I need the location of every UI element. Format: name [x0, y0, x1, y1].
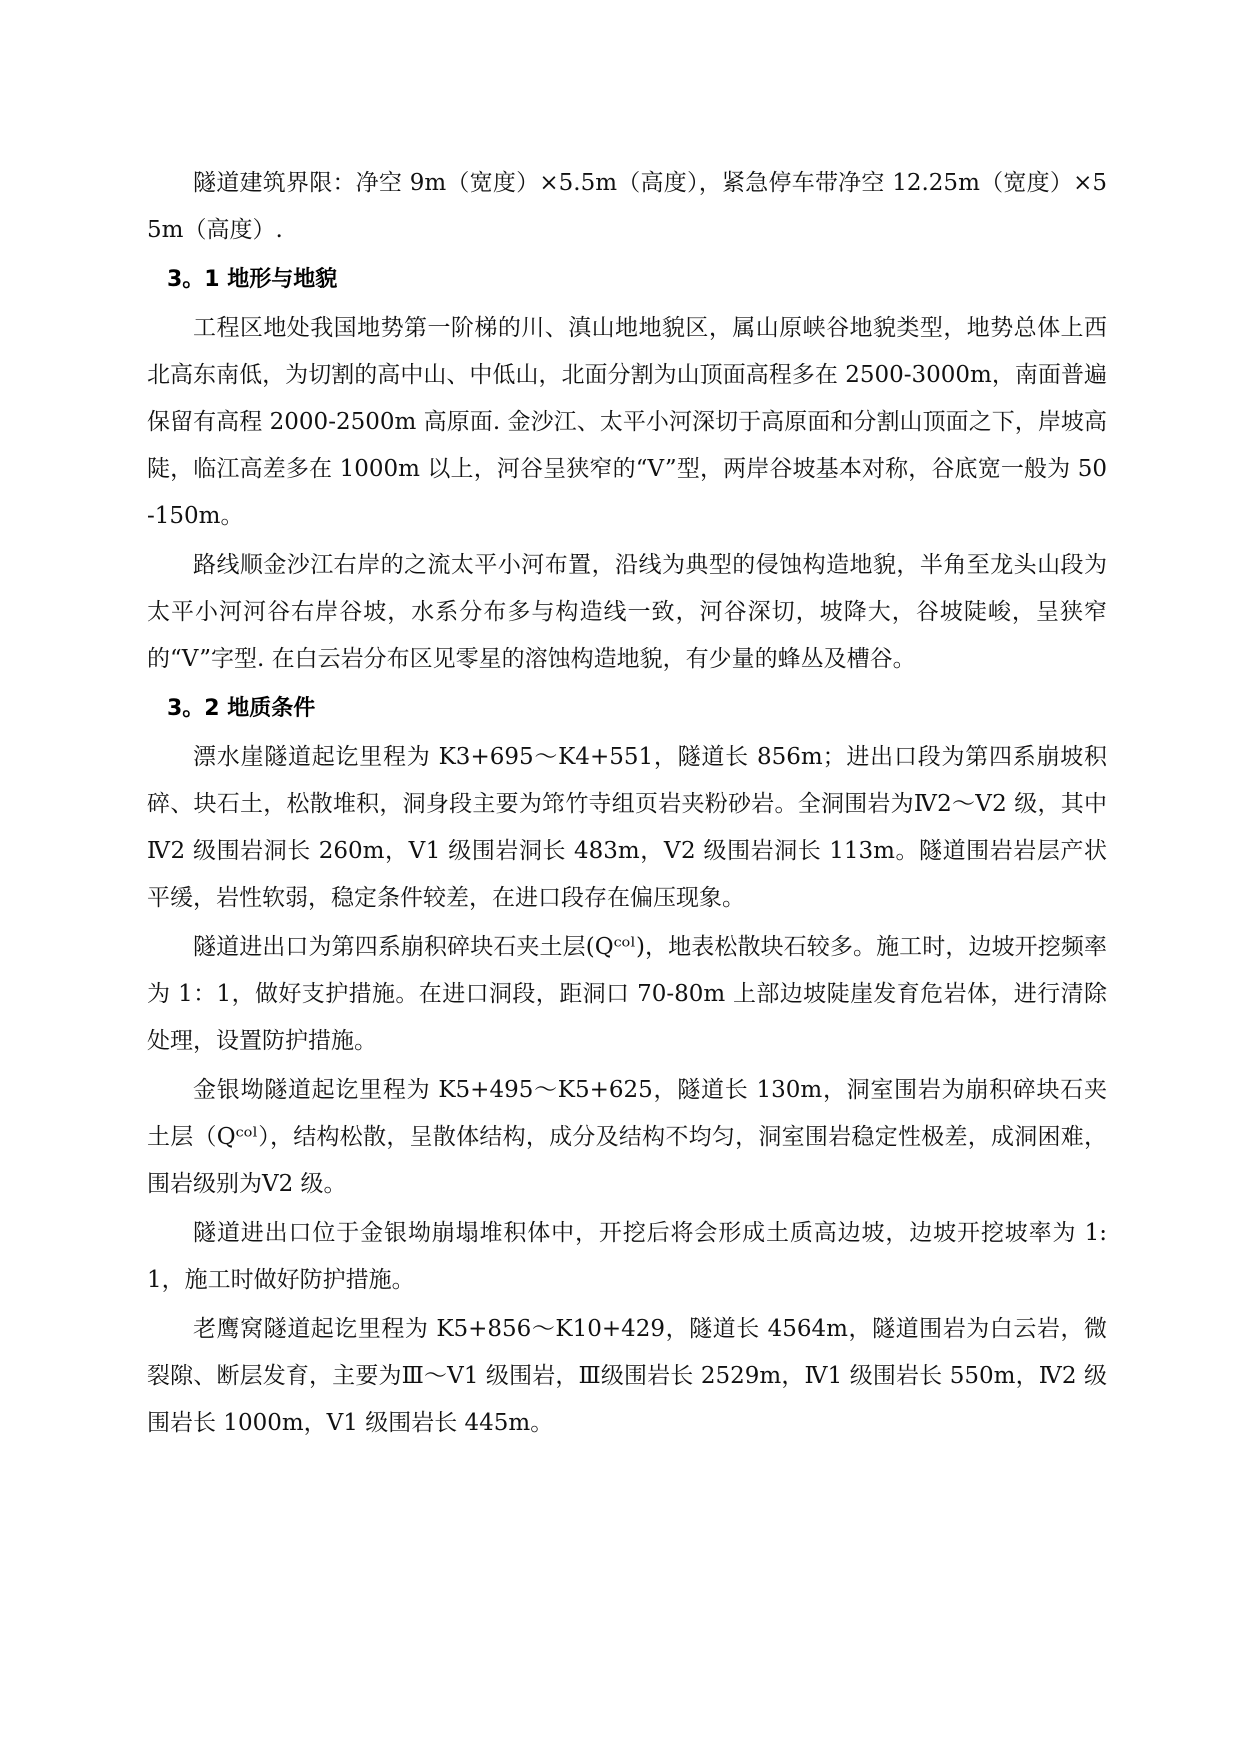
- paragraph-piaoshuiya-portal: 隧道进出口为第四系崩积碎块石夹土层(Qᶜᵒˡ)，地表松散块石较多。施工时，边坡开挖频率为 1：1，做好支护措施。在进口洞段，距洞口 70-80m 上部边坡陡崖发育危岩体，进行清除处理，设置防护措施。: [147, 934, 1107, 1054]
- paragraph-route-landform: 路线顺金沙江右岸的之流太平小河布置，沿线为典型的侵蚀构造地貌，半角至龙头山段为太平小河河谷右岸谷坡，水系分布多与构造线一致，河谷深切，坡降大，谷坡陡峻，呈狭窄的“V”字型. 在白云岩分布区见零星的溶蚀构造地貌，有少量的蜂丛及槽谷。: [147, 552, 1107, 672]
- section-heading-geology: 3。2 地质条件: [167, 696, 316, 721]
- document-body: [147, 160, 1107, 1449]
- paragraph-piaoshuiya-tunnel: 漂水崖隧道起讫里程为 K3+695～K4+551，隧道长 856m；进出口段为第四系崩坡积碎、块石土，松散堆积，洞身段主要为筇竹寺组页岩夹粉砂岩。全洞围岩为Ⅳ2～Ⅴ2 级，其中Ⅳ2 级围岩洞长 260m，Ⅴ1 级围岩洞长 483m，Ⅴ2 级围岩洞长 113m。隧道围岩岩层产状平缓，岩性软弱，稳定条件较差，在进口段存在偏压现象。: [147, 744, 1107, 911]
- paragraph-terrain-overview: 工程区地处我国地势第一阶梯的川、滇山地地貌区，属山原峡谷地貌类型，地势总体上西北高东南低，为切割的高中山、中低山，北面分割为山顶面高程多在 2500-3000m，南面普遍保留有高程 2000-2500m 高原面. 金沙江、太平小河深切于高原面和分割山顶面之下，岸坡高陡，临江高差多在 1000m 以上，河谷呈狭窄的“V”型，两岸谷坡基本对称，谷底宽一般为 50-150m。: [147, 315, 1107, 529]
- section-heading-terrain: 3。1 地形与地貌: [167, 267, 338, 292]
- paragraph-jinyinao-portal: 隧道进出口位于金银坳崩塌堆积体中，开挖后将会形成土质高边坡，边坡开挖坡率为 1:1，施工时做好防护措施。: [147, 1220, 1107, 1293]
- paragraph-tunnel-clearance: 隧道建筑界限：净空 9m（宽度）×5.5m（高度），紧急停车带净空 12.25m（宽度）×55m（高度）.: [147, 170, 1107, 243]
- paragraph-laoyingwo-tunnel: 老鹰窝隧道起讫里程为 K5+856～K10+429，隧道长 4564m，隧道围岩为白云岩，微裂隙、断层发育，主要为Ⅲ～Ⅴ1 级围岩，Ⅲ级围岩长 2529m，Ⅳ1 级围岩长 550m，Ⅳ2 级围岩长 1000m，Ⅴ1 级围岩长 445m。: [147, 1316, 1107, 1436]
- paragraph-jinyinao-tunnel: 金银坳隧道起讫里程为 K5+495～K5+625，隧道长 130m，洞室围岩为崩积碎块石夹土层（Qᶜᵒˡ），结构松散，呈散体结构，成分及结构不均匀，洞室围岩稳定性极差，成洞困难，围岩级别为Ⅴ2 级。: [147, 1077, 1107, 1197]
